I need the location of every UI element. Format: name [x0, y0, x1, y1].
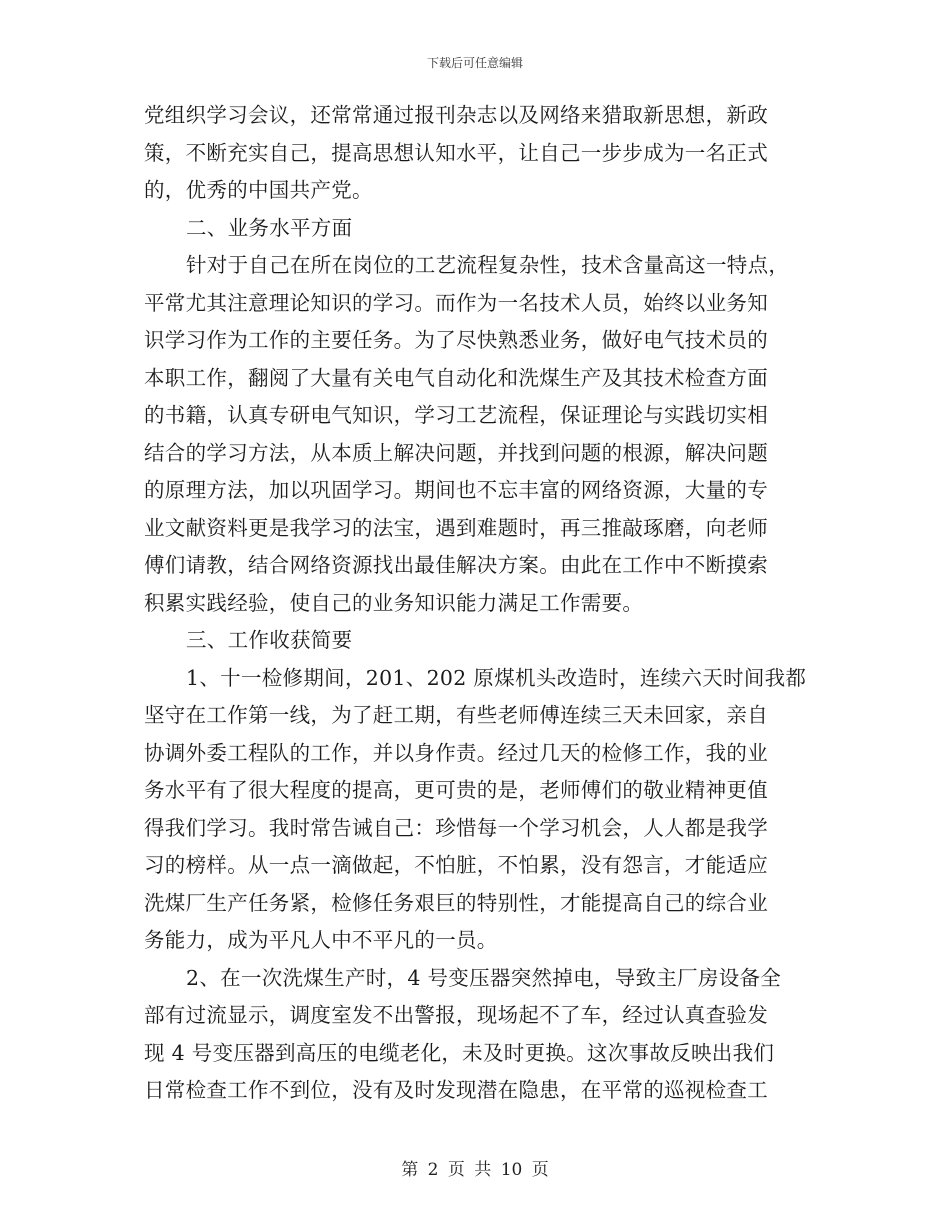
text-line: 2、在一次洗煤生产时，4 号变压器突然掉电，导致主厂房设备全: [186, 965, 782, 990]
text-line: 日常检查工作不到位，没有及时发现潜在隐患，在平常的巡视检查工: [144, 1078, 768, 1102]
text-line: 业文献资料更是我学习的法宝，遇到难题时，再三推敲琢磨，向老师: [144, 515, 768, 540]
text-line: 的，优秀的中国共产党。: [144, 178, 373, 202]
section-heading: 二、业务水平方面: [186, 215, 353, 240]
text-line: 坚守在工作第一线，为了赶工期，有些老师傅连续三天未回家，亲自: [144, 703, 768, 727]
page-header: 下载后可任意编辑: [426, 56, 523, 70]
text-line: 的原理方法，加以巩固学习。期间也不忘丰富的网络资源，大量的专: [144, 478, 768, 502]
text-line: 积累实践经验，使自己的业务知识能力满足工作需要。: [144, 590, 644, 615]
text-line: 针对于自己在所在岗位的工艺流程复杂性，技术含量高这一特点，: [186, 253, 790, 277]
text-line: 洗煤厂生产任务紧，检修任务艰巨的特别性，才能提高自己的综合业: [144, 890, 768, 915]
page-number: 第 2 页 共 10 页: [401, 1160, 549, 1180]
text-line: 得我们学习。我时常告诫自己：珍惜每一个学习机会，人人都是我学: [144, 815, 768, 840]
text-line: 1、十一检修期间，201、202 原煤机头改造时，连续六天时间我都: [186, 665, 807, 690]
text-line: 结合的学习方法，从本质上解决问题，并找到问题的根源，解决问题: [144, 440, 768, 465]
section-heading: 三、工作收获简要: [186, 628, 353, 652]
text-line: 务能力，成为平凡人中不平凡的一员。: [144, 928, 498, 952]
text-line: 务水平有了很大程度的提高，更可贵的是，老师傅们的敬业精神更值: [144, 778, 768, 802]
text-line: 识学习作为工作的主要任务。为了尽快熟悉业务，做好电气技术员的: [144, 328, 768, 352]
text-line: 习的榜样。从一点一滴做起，不怕脏，不怕累，没有怨言，才能适应: [144, 853, 768, 877]
text-line: 党组织学习会议，还常常通过报刊杂志以及网络来猎取新思想，新政: [144, 103, 768, 127]
text-line: 平常尤其注意理论知识的学习。而作为一名技术人员，始终以业务知: [144, 290, 768, 315]
text-line: 本职工作，翻阅了大量有关电气自动化和洗煤生产及其技术检查方面: [144, 365, 768, 390]
document-body: [144, 97, 812, 1110]
text-line: 的书籍，认真专研电气知识，学习工艺流程，保证理论与实践切实相: [144, 403, 768, 427]
text-line: 部有过流显示，调度室发不出警报，现场起不了车，经过认真查验发: [144, 1003, 768, 1027]
text-line: 策，不断充实自己，提高思想认知水平，让自己一步步成为一名正式: [144, 140, 768, 165]
text-line: 现 4 号变压器到高压的电缆老化，未及时更换。这次事故反映出我们: [144, 1040, 775, 1065]
text-line: 协调外委工程队的工作，并以身作责。经过几天的检修工作，我的业: [144, 740, 768, 765]
text-line: 傅们请教，结合网络资源找出最佳解决方案。由此在工作中不断摸索: [144, 553, 768, 577]
